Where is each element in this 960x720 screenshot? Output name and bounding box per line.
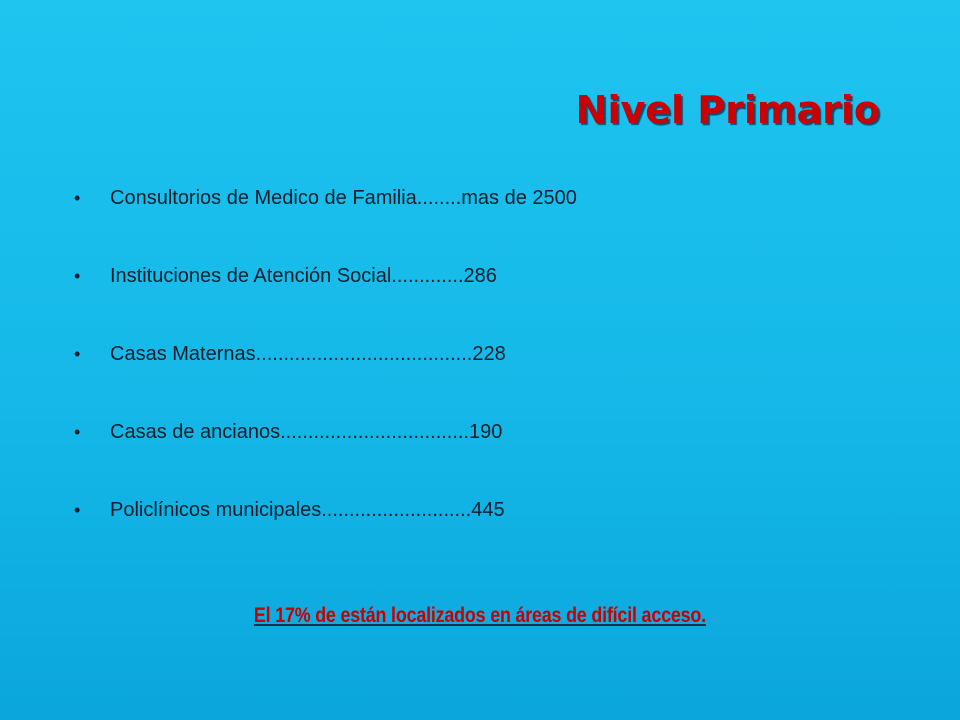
- bullet-icon: •: [74, 266, 81, 286]
- slide-title: Nivel Primario: [575, 88, 880, 132]
- bullet-item-policlinicos: [74, 490, 894, 530]
- bullet-item-casas-ancianos: [74, 412, 894, 452]
- bullet-icon: •: [74, 500, 81, 520]
- bullet-text: Policlínicos municipales...........................445: [110, 499, 505, 521]
- bullet-text: Instituciones de Atención Social.............286: [110, 265, 497, 287]
- bullet-text: Casas de ancianos..................................190: [110, 421, 503, 443]
- bullet-item-instituciones: [74, 256, 894, 296]
- bullet-list: [74, 178, 894, 568]
- footnote-text: El 17% de están localizados en áreas de difícil acceso.: [254, 604, 706, 627]
- bullet-icon: •: [74, 344, 81, 364]
- bullet-icon: •: [74, 422, 81, 442]
- footnote: [0, 604, 960, 640]
- bullet-text: Casas Maternas.......................................228: [110, 343, 506, 365]
- bullet-icon: •: [74, 188, 81, 208]
- bullet-item-consultorios: [74, 178, 894, 218]
- bullet-item-casas-maternas: [74, 334, 894, 374]
- bullet-text: Consultorios de Medico de Familia........mas de 2500: [110, 187, 577, 209]
